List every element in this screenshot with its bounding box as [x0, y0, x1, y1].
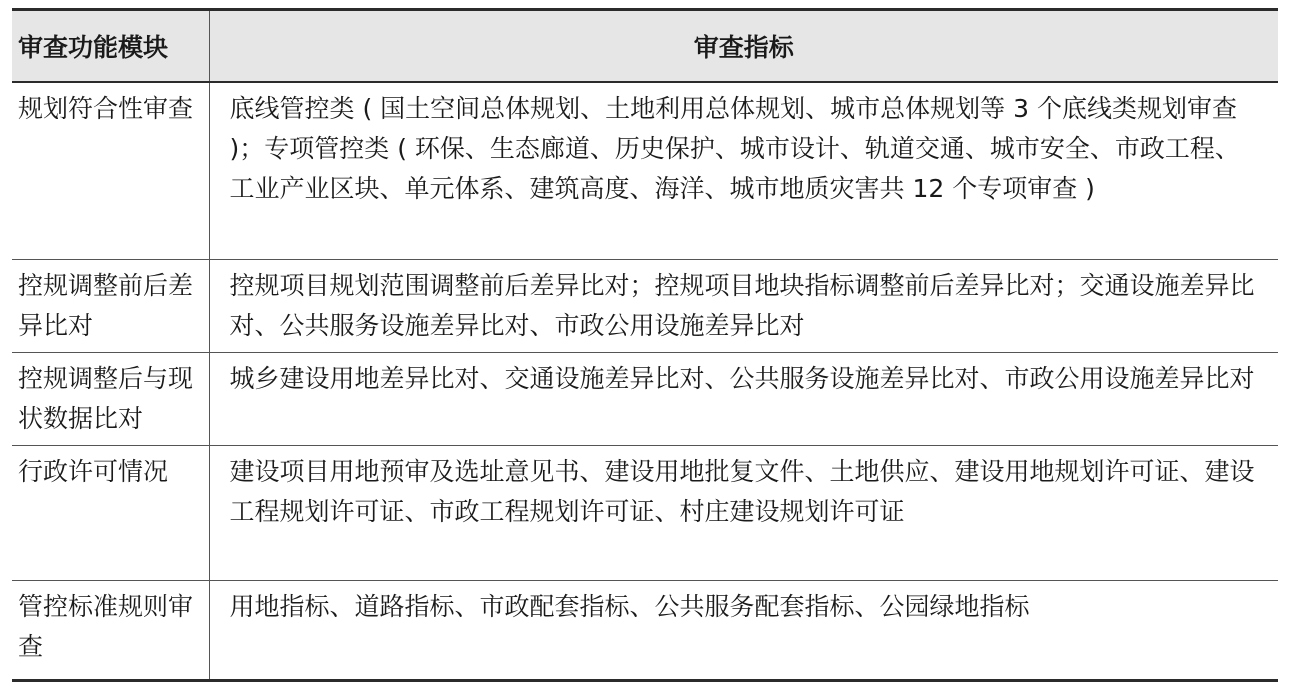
header-row	[12, 10, 1278, 83]
index-cell: 底线管控类 ( 国土空间总体规划、土地利用总体规划、城市总体规划等 3 个底线类规划审查 )；专项管控类 ( 环保、生态廊道、历史保护、城市设计、轨道交通、城市安全、市政工程、工业产业区块、单元体系、建筑高度、海洋、城市地质灾害共 12 个专项审查 )	[209, 82, 1278, 260]
table-row	[12, 581, 1278, 681]
module-cell: 控规调整前后差异比对	[12, 260, 209, 353]
table-row	[12, 446, 1278, 581]
table-row	[12, 353, 1278, 446]
table-body	[12, 82, 1278, 681]
review-table-container	[12, 8, 1278, 682]
module-cell: 规划符合性审查	[12, 82, 209, 260]
index-cell: 建设项目用地预审及选址意见书、建设用地批复文件、土地供应、建设用地规划许可证、建设工程规划许可证、市政工程规划许可证、村庄建设规划许可证	[209, 446, 1278, 581]
module-cell: 管控标准规则审查	[12, 581, 209, 681]
module-cell: 行政许可情况	[12, 446, 209, 581]
table-row	[12, 260, 1278, 353]
review-table	[12, 8, 1278, 682]
header-review-index: 审查指标	[209, 10, 1278, 83]
index-cell: 控规项目规划范围调整前后差异比对；控规项目地块指标调整前后差异比对；交通设施差异比对、公共服务设施差异比对、市政公用设施差异比对	[209, 260, 1278, 353]
header-review-module: 审查功能模块	[12, 10, 209, 83]
table-header	[12, 10, 1278, 83]
table-row	[12, 82, 1278, 260]
module-cell: 控规调整后与现状数据比对	[12, 353, 209, 446]
index-cell: 城乡建设用地差异比对、交通设施差异比对、公共服务设施差异比对、市政公用设施差异比对	[209, 353, 1278, 446]
index-cell: 用地指标、道路指标、市政配套指标、公共服务配套指标、公园绿地指标	[229, 592, 1030, 621]
